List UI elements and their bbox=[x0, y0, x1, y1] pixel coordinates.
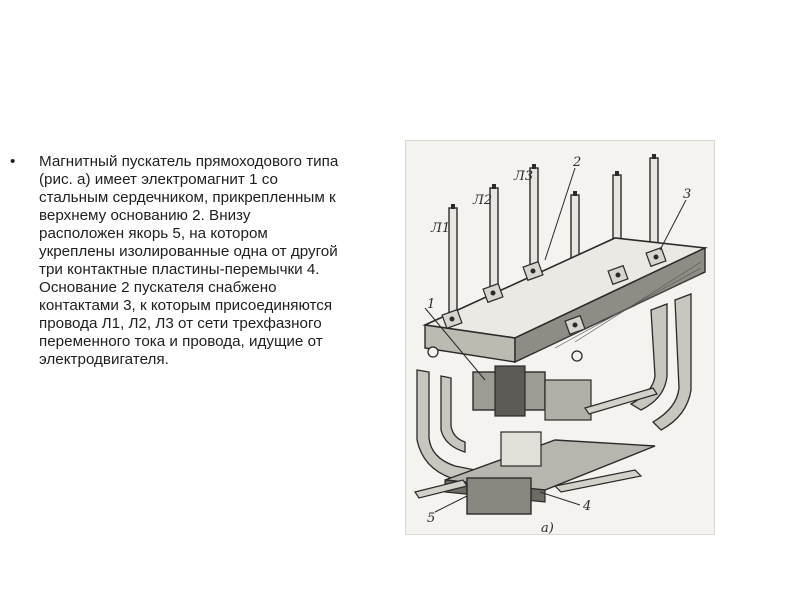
bullet-marker: • bbox=[10, 153, 16, 170]
rod-l3 bbox=[530, 168, 538, 278]
label-l1: Л1 bbox=[431, 221, 451, 236]
starter-diagram bbox=[405, 140, 715, 535]
front-screw-left bbox=[428, 347, 438, 357]
label-5: 5 bbox=[427, 511, 436, 526]
description-text: Магнитный пускатель прямоходового типа (рис. а) имеет электромагнит 1 со стальным сердечником, прикрепленным к верхнему основанию 2. Внизу расположен якорь 5, на котором укреплены изолированные одна от другой три контактные пластины-перемычки 4. Основание 2 пускателя снабжено контактами 3, к которым присоединяются провода Л1, Л2, Л3 от сети трехфазного переменного тока и провода, идущие от электродвигателя. bbox=[39, 153, 339, 368]
front-screw-right bbox=[572, 351, 582, 361]
label-l3: Л3 bbox=[514, 169, 534, 184]
label-2: 2 bbox=[573, 155, 582, 170]
rod-l1 bbox=[449, 208, 457, 318]
label-l2: Л2 bbox=[473, 193, 493, 208]
label-3: 3 bbox=[683, 187, 692, 202]
label-4: 4 bbox=[583, 499, 592, 514]
figure-caption: а) bbox=[541, 521, 554, 535]
label-1: 1 bbox=[427, 297, 436, 312]
starter-illustration bbox=[405, 140, 715, 535]
